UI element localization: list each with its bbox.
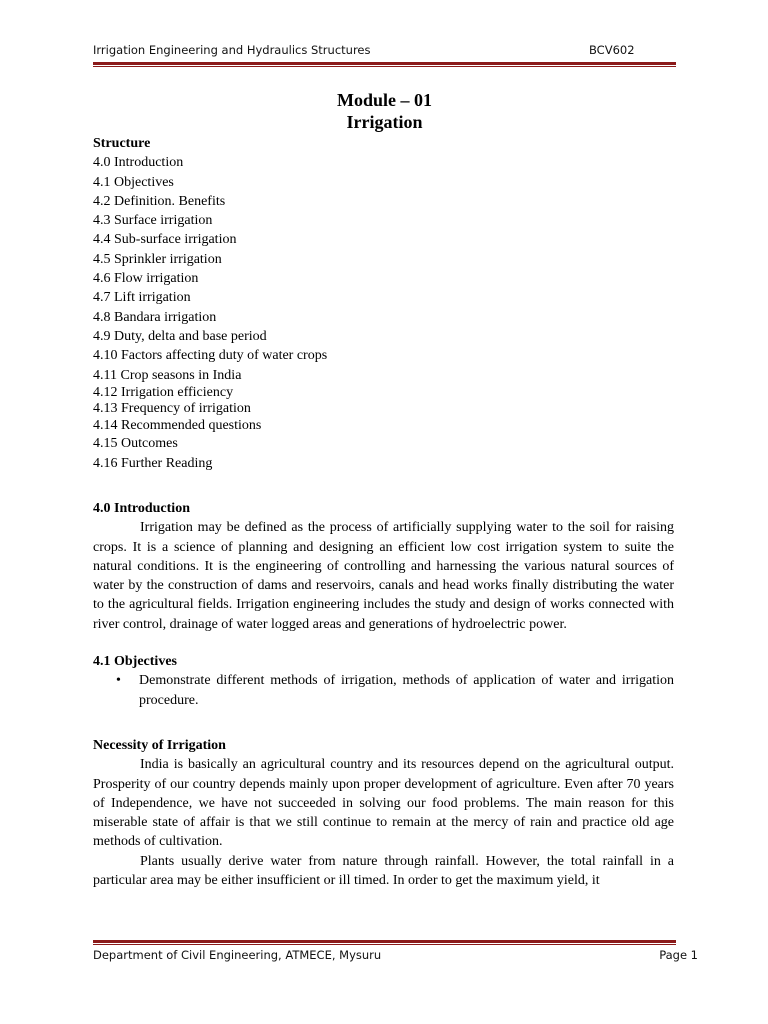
footer-rule <box>93 940 676 945</box>
objective-bullet <box>93 671 674 710</box>
toc-item: 4.14 Recommended questions <box>93 417 262 433</box>
structure-list <box>93 153 674 473</box>
toc-item: 4.1 Objectives <box>93 174 174 190</box>
introduction-heading: 4.0 Introduction <box>93 500 190 516</box>
document-body <box>93 134 674 890</box>
toc-item: 4.7 Lift irrigation <box>93 290 191 306</box>
objective-text: Demonstrate different methods of irrigation, methods of application of water and irrigation procedure. <box>139 673 674 708</box>
toc-item: 4.0 Introduction <box>93 155 184 171</box>
toc-item: 4.11 Crop seasons in India <box>93 367 242 383</box>
toc-item: 4.2 Definition. Benefits <box>93 193 226 209</box>
page-number: Page 1 <box>659 948 698 962</box>
department-name: Department of Civil Engineering, ATMECE, Mysuru <box>93 948 382 962</box>
toc-item: 4.6 Flow irrigation <box>93 271 199 287</box>
toc-item: 4.13 Frequency of irrigation <box>93 401 251 417</box>
necessity-paragraph: India is basically an agricultural country and its resources depend on the agricultural output. Prosperity of our country depends mainly upon proper development of agriculture. Even after 70 years of Independence, we have not succeeded in solving our food problems. The main reason for this miserable state of affair is that we still continue to remain at the mercy of rain and practice old age methods of cultivation. <box>93 757 674 850</box>
course-title: Irrigation Engineering and Hydraulics Structures <box>93 43 371 57</box>
toc-item: 4.15 Outcomes <box>93 436 178 452</box>
course-code: BCV602 <box>589 43 635 57</box>
toc-item: 4.8 Bandara irrigation <box>93 309 217 325</box>
toc-item: 4.5 Sprinkler irrigation <box>93 251 222 267</box>
introduction-paragraph: Irrigation may be defined as the process of artificially supplying water to the soil for raising crops. It is a science of planning and designing an efficient low cost irrigation system to suite the natural conditions. It is the engineering of controlling and harnessing the various natural sources of water by the construction of dams and reservoirs, canals and head works finally distributing the water to the agricultural fields. Irrigation engineering includes the study and design of works connected with river control, drainage of water logged areas and generations of hydroelectric power. <box>93 520 674 632</box>
toc-item: 4.9 Duty, delta and base period <box>93 328 267 344</box>
necessity-heading: Necessity of Irrigation <box>93 737 226 753</box>
title-block <box>93 89 676 133</box>
necessity-paragraph: Plants usually derive water from nature through rainfall. However, the total rainfall in a particular area may be either insufficient or ill timed. In order to get the maximum yield, it <box>93 853 674 888</box>
bullet-icon: • <box>116 673 121 689</box>
header-rule <box>93 62 676 67</box>
objectives-heading: 4.1 Objectives <box>93 654 177 670</box>
toc-item: 4.16 Further Reading <box>93 455 213 471</box>
toc-item: 4.10 Factors affecting duty of water crops <box>93 348 328 364</box>
structure-heading: Structure <box>93 136 151 151</box>
toc-item: 4.12 Irrigation efficiency <box>93 384 234 400</box>
toc-item: 4.4 Sub-surface irrigation <box>93 232 237 248</box>
module-title: Module – 01 <box>336 90 432 110</box>
toc-item: 4.3 Surface irrigation <box>93 213 213 229</box>
topic-title: Irrigation <box>346 112 423 132</box>
